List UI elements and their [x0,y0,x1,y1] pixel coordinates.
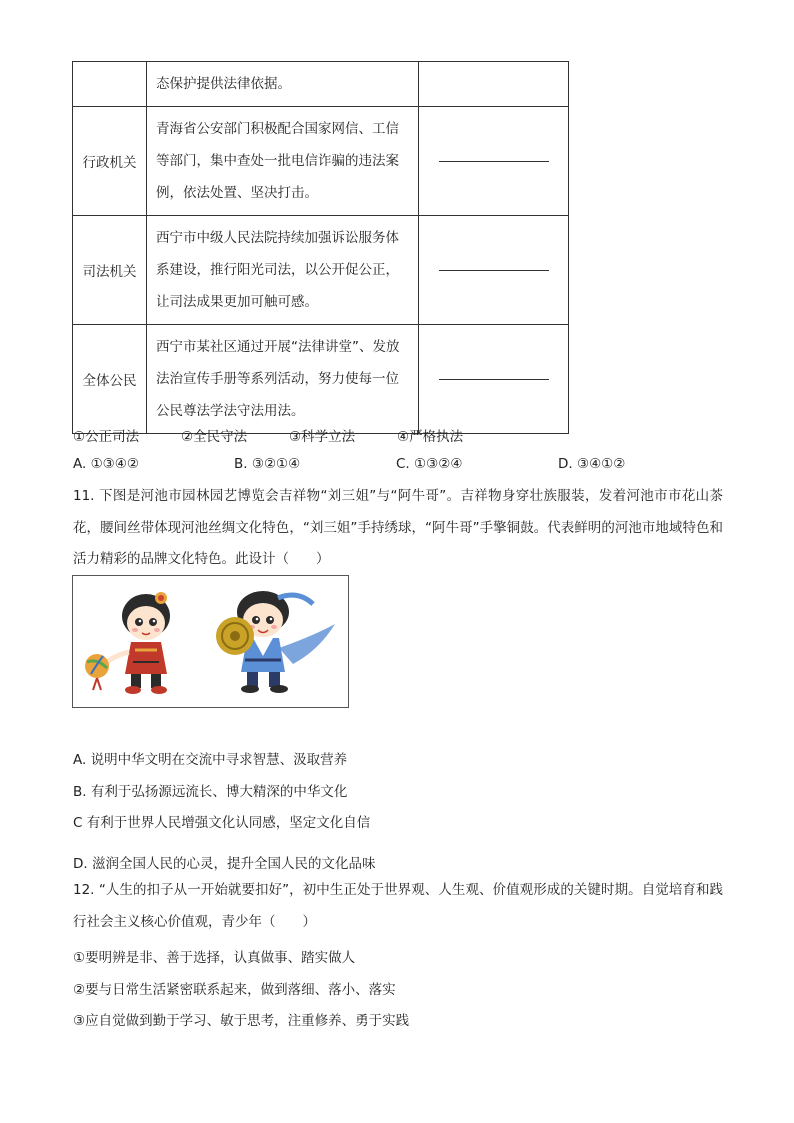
table-row [73,62,569,107]
q11-option-c: C 有利于世界人民增强文化认同感，坚定文化自信 [73,815,371,831]
mascot-figure [72,575,349,708]
table-row [73,216,569,325]
mascot-illustration [73,576,348,707]
q11-option-b: B. 有利于弘扬源远流长、博大精深的中华文化 [73,784,348,800]
answer-blank [439,378,549,380]
table-content-cell: 西宁市中级人民法院持续加强诉讼服务体系建设，推行阳光司法，以公开促公正，让司法成果更加可触可感。 [147,216,419,325]
table-content-cell: 青海省公安部门积极配合国家网信、工信等部门，集中查处一批电信诈骗的违法案例，依法处置、坚决打击。 [147,107,419,216]
q10-option-b: B. ③②①④ [234,456,301,472]
table-answer-cell [419,62,569,107]
q12-statement: ①要明辨是非、善于选择，认真做事、踏实做人 [73,950,356,966]
q10-statement: ①公正司法 [73,429,140,445]
q10-statement: ④严格执法 [397,429,464,445]
q10-option-a: A. ①③④② [73,456,139,472]
q12-stem: 12. “人生的扣子从一开始就要扣好”，初中生正处于世界观、人生观、价值观形成的关键时期。自觉培育和践行社会主义核心价值观，青少年（ ） [73,882,723,930]
table-answer-cell [419,216,569,325]
q11-option-a: A. 说明中华文明在交流中寻求智慧、汲取营养 [73,752,348,768]
table-subject-cell [73,62,147,107]
q10-option-c: C. ①③②④ [396,456,463,472]
girl-mascot [85,592,170,694]
table-content-cell: 西宁市某社区通过开展“法律讲堂”、发放法治宣传手册等系列活动，努力使每一位公民尊法学法守法用法。 [147,325,419,434]
q11-stem: 11. 下图是河池市园林园艺博览会吉祥物“刘三姐”与“阿牛哥”。吉祥物身穿壮族服装，发着河池市市花山茶花，腰间丝带体现河池丝绸文化特色，“刘三姐”手持绣球，“阿牛哥”手擎铜鼓。代表鲜明的河池市地域特色和活力精彩的品牌文化特色。此设计（ ） [73,488,723,567]
q12-statement: ②要与日常生活紧密联系起来，做到落细、落小、落实 [73,982,396,998]
q12-statement: ③应自觉做到勤于学习、敏于思考，注重修养、勇于实践 [73,1013,410,1029]
answer-blank [439,269,549,271]
answer-blank [439,160,549,162]
table-row [73,325,569,434]
table-subject-cell: 司法机关 [73,216,147,325]
table-subject-cell: 行政机关 [73,107,147,216]
table-row [73,107,569,216]
table-subject-cell: 全体公民 [73,325,147,434]
q10-option-d: D. ③④①② [558,456,626,472]
q10-statement: ③科学立法 [289,429,356,445]
table-answer-cell [419,325,569,434]
q10-statement: ②全民守法 [181,429,248,445]
law-table [72,61,569,434]
table-answer-cell [419,107,569,216]
boy-mascot [216,591,335,693]
q11-option-d: D. 滋润全国人民的心灵，提升全国人民的文化品味 [73,856,376,872]
table-content-cell: 态保护提供法律依据。 [147,62,419,107]
